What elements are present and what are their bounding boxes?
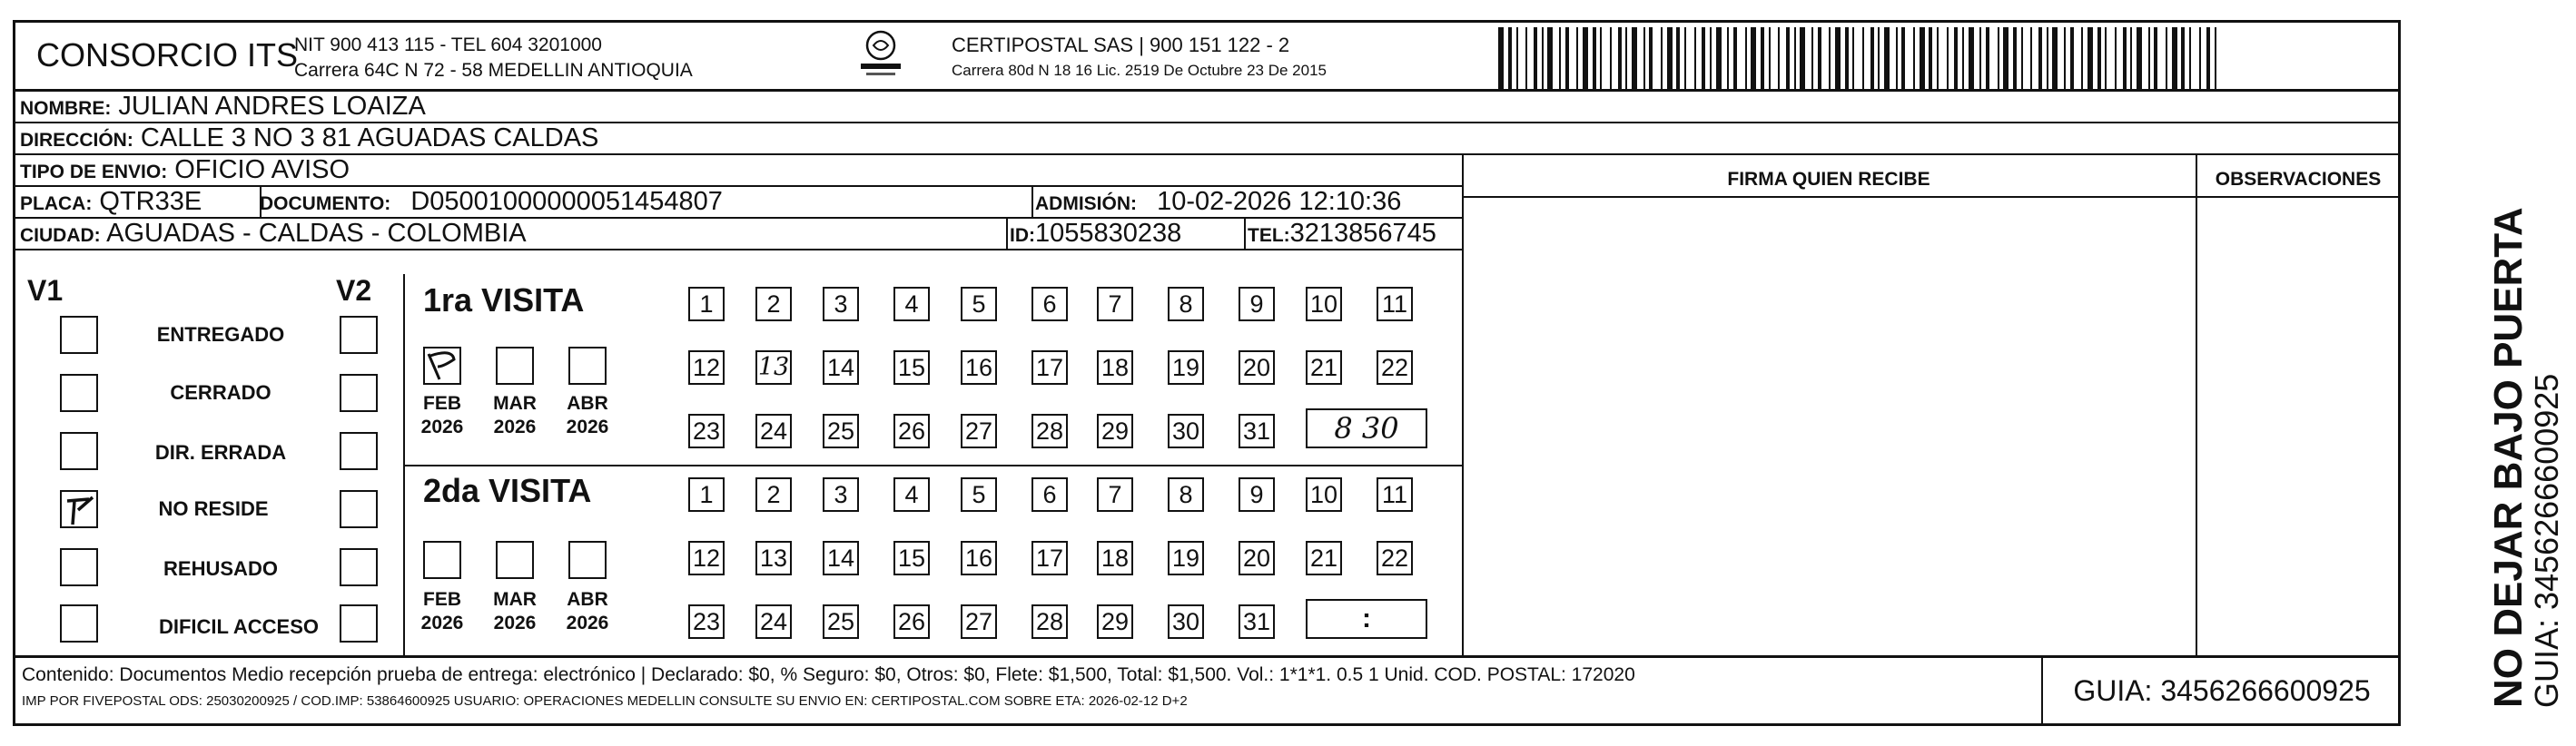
id-value: 1055830238 — [1035, 219, 1182, 248]
visit2-day-7[interactable]: 7 — [1097, 477, 1133, 512]
visit2-time-box[interactable]: : — [1306, 599, 1427, 639]
footer-content: Contenido: Documentos Medio recepción prueba de entrega: electrónico | Declarado: $0, % Seguro: $0, Otros: $0, Flete: $1,500, Total: $1,500. Vol.: 1*1*1. 0.5 1 Unid. COD. POSTAL: 172020 — [22, 664, 1635, 685]
check-mark-icon — [62, 492, 100, 530]
visit2-day-21[interactable]: 21 — [1306, 541, 1342, 575]
documento-field — [260, 187, 723, 219]
columns-header-line — [1462, 196, 2401, 198]
visit1-day-27[interactable]: 27 — [961, 414, 997, 448]
visit1-month-abr — [563, 392, 612, 439]
visit1-day-20[interactable]: 20 — [1239, 350, 1275, 385]
visit2-month-feb — [418, 588, 467, 635]
visit2-day-23[interactable]: 23 — [688, 604, 725, 639]
direccion-label: DIRECCIÓN: — [20, 130, 133, 151]
visit1-day-29[interactable]: 29 — [1097, 414, 1133, 448]
v1-entregado-checkbox[interactable] — [60, 316, 98, 354]
placa-label: PLACA: — [20, 193, 93, 214]
visit2-day-2[interactable]: 2 — [755, 477, 792, 512]
v1-cerrado-checkbox[interactable] — [60, 374, 98, 412]
visit2-day-5[interactable]: 5 — [961, 477, 997, 512]
tel-divider — [1244, 219, 1246, 250]
visit1-day-11[interactable]: 11 — [1377, 287, 1413, 321]
month-label: FEB — [423, 589, 461, 610]
visit1-time-box[interactable]: 8 30 — [1306, 408, 1427, 448]
firma-header: FIRMA QUIEN RECIBE — [1727, 169, 1930, 190]
footer-print-info: IMP POR FIVEPOSTAL ODS: 25030200925 / COD.IMP: 53864600925 USUARIO: OPERACIONES MEDELLIN CONSULTE SU ENVIO EN: CERTIPOSTAL.COM SOBRE ETA: 2026-02-12 D+2 — [22, 693, 1188, 709]
guia-number: GUIA: 3456266600925 — [2041, 655, 2401, 726]
v1-no-reside-checkbox[interactable] — [60, 490, 98, 528]
visit1-mar-checkbox[interactable] — [496, 347, 534, 385]
visit2-day-19[interactable]: 19 — [1168, 541, 1204, 575]
visit1-day-15[interactable]: 15 — [893, 350, 930, 385]
month-label: ABR — [567, 589, 608, 610]
side-warning: NO DEJAR BAJO PUERTA — [2486, 207, 2531, 708]
side-panel — [2486, 207, 2565, 708]
firma-divider — [1462, 155, 1464, 655]
placa-row — [13, 187, 1462, 219]
status-entregado: ENTREGADO — [156, 323, 285, 346]
visit1-day-17[interactable]: 17 — [1031, 350, 1068, 385]
nombre-row — [13, 92, 2401, 123]
placa-value: QTR33E — [99, 187, 202, 216]
documento-label: DOCUMENTO: — [260, 193, 391, 214]
tipo-row — [13, 155, 1462, 187]
visit1-day-23[interactable]: 23 — [688, 414, 725, 448]
status-dir-errada: DIR. ERRADA — [154, 441, 287, 464]
v1-label: V1 — [27, 274, 64, 307]
visit2-day-15[interactable]: 15 — [893, 541, 930, 575]
visit1-day-5[interactable]: 5 — [961, 287, 997, 321]
visit1-title: 1ra VISITA — [423, 281, 585, 319]
year-label: 2026 — [566, 417, 609, 437]
month-label: FEB — [423, 393, 461, 414]
visit2-day-14[interactable]: 14 — [823, 541, 859, 575]
direccion-value: CALLE 3 NO 3 81 AGUADAS CALDAS — [140, 123, 599, 152]
visit2-day-24[interactable]: 24 — [755, 604, 792, 639]
visit2-abr-checkbox[interactable] — [568, 541, 607, 579]
admision-value: 10-02-2026 12:10:36 — [1157, 187, 1402, 216]
tipo-label: TIPO DE ENVIO: — [20, 162, 168, 182]
admision-divider — [1031, 187, 1033, 219]
v2-cerrado-checkbox[interactable] — [340, 374, 378, 412]
v2-dificil-acceso-checkbox[interactable] — [340, 604, 378, 643]
tel-field — [1248, 219, 1436, 250]
year-label: 2026 — [493, 613, 537, 633]
admision-field — [1035, 187, 1401, 219]
visit1-day-21[interactable]: 21 — [1306, 350, 1342, 385]
visit2-day-25[interactable]: 25 — [823, 604, 859, 639]
visit2-title: 2da VISITA — [423, 472, 592, 509]
visit2-day-31[interactable]: 31 — [1239, 604, 1275, 639]
visit1-day-24[interactable]: 24 — [755, 414, 792, 448]
tel-label: TEL: — [1248, 225, 1290, 246]
visit1-day-26[interactable]: 26 — [893, 414, 930, 448]
company-details — [294, 33, 693, 83]
status-dificil-acceso: DIFICIL ACCESO — [158, 615, 319, 638]
tipo-value: OFICIO AVISO — [174, 155, 350, 184]
visit1-day-7[interactable]: 7 — [1097, 287, 1133, 321]
ciudad-value: AGUADAS - CALDAS - COLOMBIA — [106, 219, 527, 248]
address-line: Carrera 64C N 72 - 58 MEDELLIN ANTIOQUIA — [294, 60, 693, 81]
visit2-day-9[interactable]: 9 — [1239, 477, 1275, 512]
year-label: 2026 — [566, 613, 609, 633]
visit2-mar-checkbox[interactable] — [496, 541, 534, 579]
year-label: 2026 — [420, 613, 464, 633]
visit2-month-mar — [490, 588, 539, 635]
visit2-day-11[interactable]: 11 — [1377, 477, 1413, 512]
status-rehusado: REHUSADO — [163, 557, 278, 580]
month-label: MAR — [493, 393, 537, 414]
month-label: ABR — [567, 393, 608, 414]
visit2-day-4[interactable]: 4 — [893, 477, 930, 512]
side-guia: GUIA: 3456266600925 — [2528, 373, 2565, 708]
tel-value: 3213856745 — [1289, 219, 1436, 248]
observaciones-divider — [2196, 155, 2197, 655]
visit1-day-30[interactable]: 30 — [1168, 414, 1204, 448]
nombre-label: NOMBRE: — [20, 98, 112, 119]
visit2-day-8[interactable]: 8 — [1168, 477, 1204, 512]
visit1-month-feb — [418, 392, 467, 439]
visit2-month-abr — [563, 588, 612, 635]
v2-rehusado-checkbox[interactable] — [340, 548, 378, 586]
status-cerrado: CERRADO — [170, 381, 271, 404]
visit2-day-1[interactable]: 1 — [688, 477, 725, 512]
ciudad-label: CIUDAD: — [20, 225, 101, 246]
barcode — [1498, 27, 2225, 89]
admision-label: ADMISIÓN: — [1035, 193, 1137, 214]
documento-value: D05001000000051454807 — [410, 187, 723, 216]
visit1-day-3[interactable]: 3 — [823, 287, 859, 321]
visit2-day-12[interactable]: 12 — [688, 541, 725, 575]
visit1-day-31[interactable]: 31 — [1239, 414, 1275, 448]
company-name: CONSORCIO ITS — [36, 36, 299, 74]
v1-dir-errada-checkbox[interactable] — [60, 432, 98, 470]
visit2-day-6[interactable]: 6 — [1031, 477, 1068, 512]
status-no-reside: NO RESIDE — [158, 497, 269, 520]
nombre-value: JULIAN ANDRES LOAIZA — [118, 92, 426, 121]
month-label: MAR — [493, 589, 537, 610]
visit1-day-12[interactable]: 12 — [688, 350, 725, 385]
visit2-day-10[interactable]: 10 — [1306, 477, 1342, 512]
id-field — [1010, 219, 1181, 250]
visit2-day-29[interactable]: 29 — [1097, 604, 1133, 639]
placa-divider — [260, 187, 262, 219]
v2-entregado-checkbox[interactable] — [340, 316, 378, 354]
visit1-day-9[interactable]: 9 — [1239, 287, 1275, 321]
visit-middle-divider — [403, 465, 1462, 466]
visit2-day-20[interactable]: 20 — [1239, 541, 1275, 575]
certipostal-line: CERTIPOSTAL SAS | 900 151 122 - 2 — [952, 34, 1290, 56]
visit1-day-10[interactable]: 10 — [1306, 287, 1342, 321]
visit2-day-30[interactable]: 30 — [1168, 604, 1204, 639]
visit1-day-16[interactable]: 16 — [961, 350, 997, 385]
visit2-feb-checkbox[interactable] — [423, 541, 461, 579]
observaciones-header: OBSERVACIONES — [2215, 169, 2382, 190]
direccion-row — [13, 123, 2401, 155]
certipostal-logo-icon — [854, 25, 908, 80]
visit2-day-17[interactable]: 17 — [1031, 541, 1068, 575]
visit1-day-19[interactable]: 19 — [1168, 350, 1204, 385]
year-label: 2026 — [493, 417, 537, 437]
v2-dir-errada-checkbox[interactable] — [340, 432, 378, 470]
certipostal-license: Carrera 80d N 18 16 Lic. 2519 De Octubre 23 De 2015 — [952, 62, 1327, 79]
visit1-day-1[interactable]: 1 — [688, 287, 725, 321]
visit2-day-18[interactable]: 18 — [1097, 541, 1133, 575]
visit1-month-mar — [490, 392, 539, 439]
visit1-day-18[interactable]: 18 — [1097, 350, 1133, 385]
v1-rehusado-checkbox[interactable] — [60, 548, 98, 586]
visit1-abr-checkbox[interactable] — [568, 347, 607, 385]
check-mark-icon — [425, 348, 463, 387]
visit2-day-28[interactable]: 28 — [1031, 604, 1068, 639]
visit1-day-6[interactable]: 6 — [1031, 287, 1068, 321]
visit1-day-13[interactable]: 13 — [755, 350, 792, 385]
visit2-day-22[interactable]: 22 — [1377, 541, 1413, 575]
visit1-day-28[interactable]: 28 — [1031, 414, 1068, 448]
visit2-day-16[interactable]: 16 — [961, 541, 997, 575]
visit2-day-3[interactable]: 3 — [823, 477, 859, 512]
visit1-day-25[interactable]: 25 — [823, 414, 859, 448]
year-label: 2026 — [420, 417, 464, 437]
v1-dificil-acceso-checkbox[interactable] — [60, 604, 98, 643]
nit-line: NIT 900 413 115 - TEL 604 3201000 — [294, 34, 602, 55]
certipostal-details — [952, 33, 1327, 83]
visit1-day-22[interactable]: 22 — [1377, 350, 1413, 385]
visit2-day-26[interactable]: 26 — [893, 604, 930, 639]
id-label: ID: — [1010, 225, 1035, 246]
v2-no-reside-checkbox[interactable] — [340, 490, 378, 528]
id-divider — [1006, 219, 1008, 250]
visit1-day-14[interactable]: 14 — [823, 350, 859, 385]
visit2-day-27[interactable]: 27 — [961, 604, 997, 639]
visit1-day-4[interactable]: 4 — [893, 287, 930, 321]
v2-label: V2 — [336, 274, 372, 307]
visit2-day-13[interactable]: 13 — [755, 541, 792, 575]
visit1-feb-checkbox[interactable] — [423, 347, 461, 385]
visit1-day-8[interactable]: 8 — [1168, 287, 1204, 321]
visit1-day-2[interactable]: 2 — [755, 287, 792, 321]
